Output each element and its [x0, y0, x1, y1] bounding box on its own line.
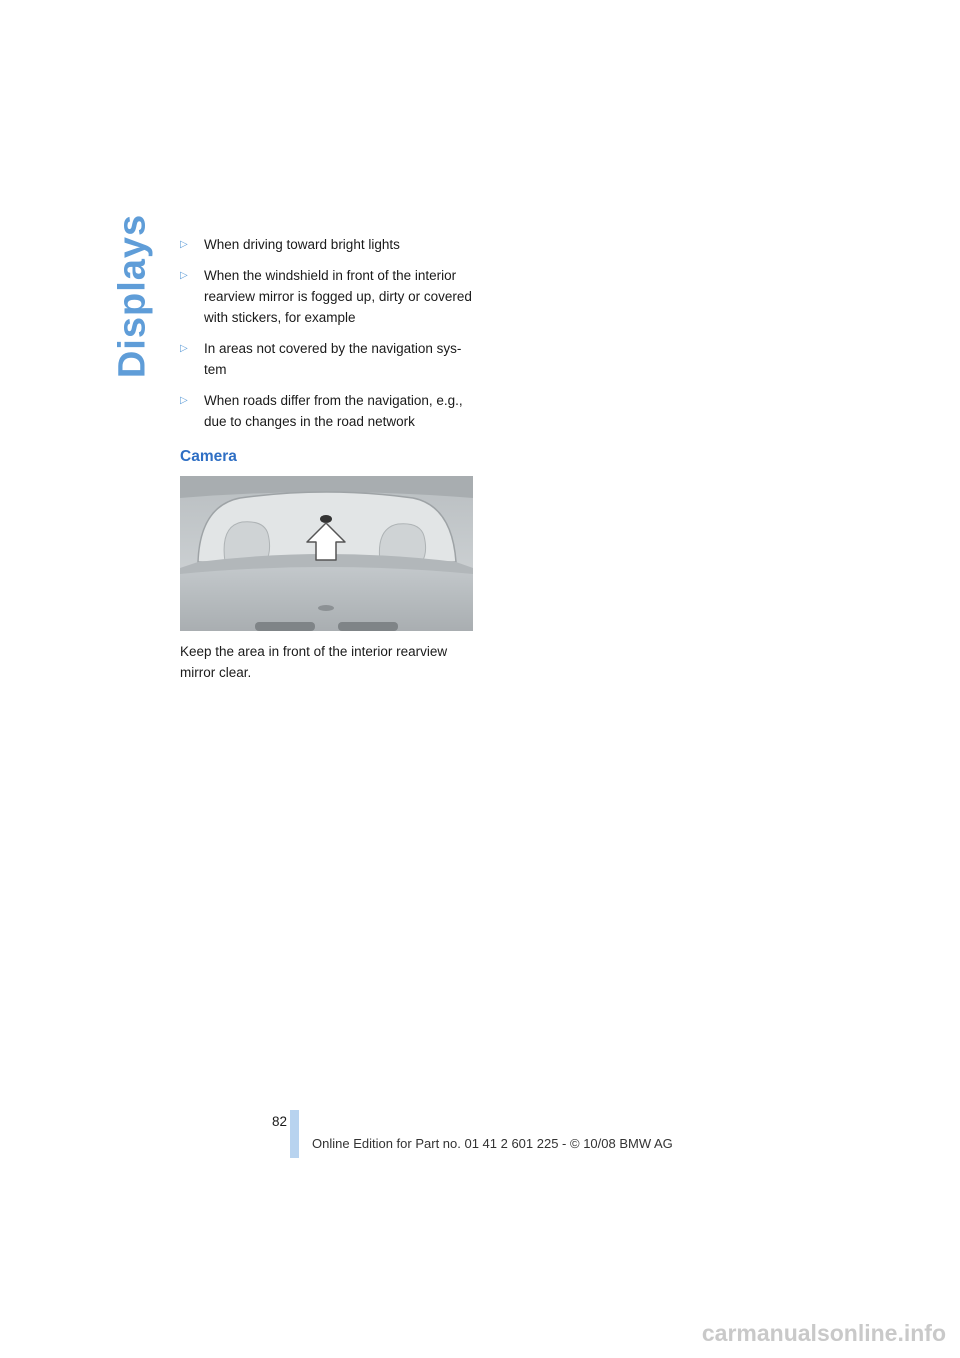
list-item-text: When roads differ from the navigation, e.g., due to changes in the road network: [204, 393, 463, 429]
side-section-title: [108, 213, 158, 379]
camera-figure: [180, 476, 473, 631]
watermark: carmanualsonline.info: [701, 1320, 946, 1346]
body-paragraph: Keep the area in front of the interior rearview mirror clear.: [180, 644, 448, 680]
list-item: [180, 390, 476, 432]
bullet-list: [180, 234, 476, 432]
car-interior-illustration: [180, 476, 473, 631]
list-item-text: When the windshield in front of the interior rearview mirror is fogged up, dirty or covered with stickers, for example: [204, 268, 472, 325]
page-number: 82: [271, 1114, 287, 1129]
main-content: [180, 234, 476, 683]
triangle-bullet-icon: ▷: [180, 343, 188, 354]
triangle-bullet-icon: ▷: [180, 239, 188, 250]
triangle-bullet-icon: ▷: [180, 270, 188, 281]
list-item-text: When driving toward bright lights: [204, 237, 400, 252]
list-item-text: In areas not covered by the navigation sys-tem: [204, 341, 462, 377]
list-item: [180, 338, 476, 380]
side-section-title-text: Displays: [111, 213, 154, 379]
list-item: [180, 265, 476, 328]
triangle-bullet-icon: ▷: [180, 395, 188, 406]
footer-accent-bar: [290, 1110, 299, 1158]
list-item: [180, 234, 476, 255]
section-heading: Camera: [180, 448, 237, 465]
footer-edition-text: Online Edition for Part no. 01 41 2 601 225 - © 10/08 BMW AG: [312, 1136, 673, 1151]
